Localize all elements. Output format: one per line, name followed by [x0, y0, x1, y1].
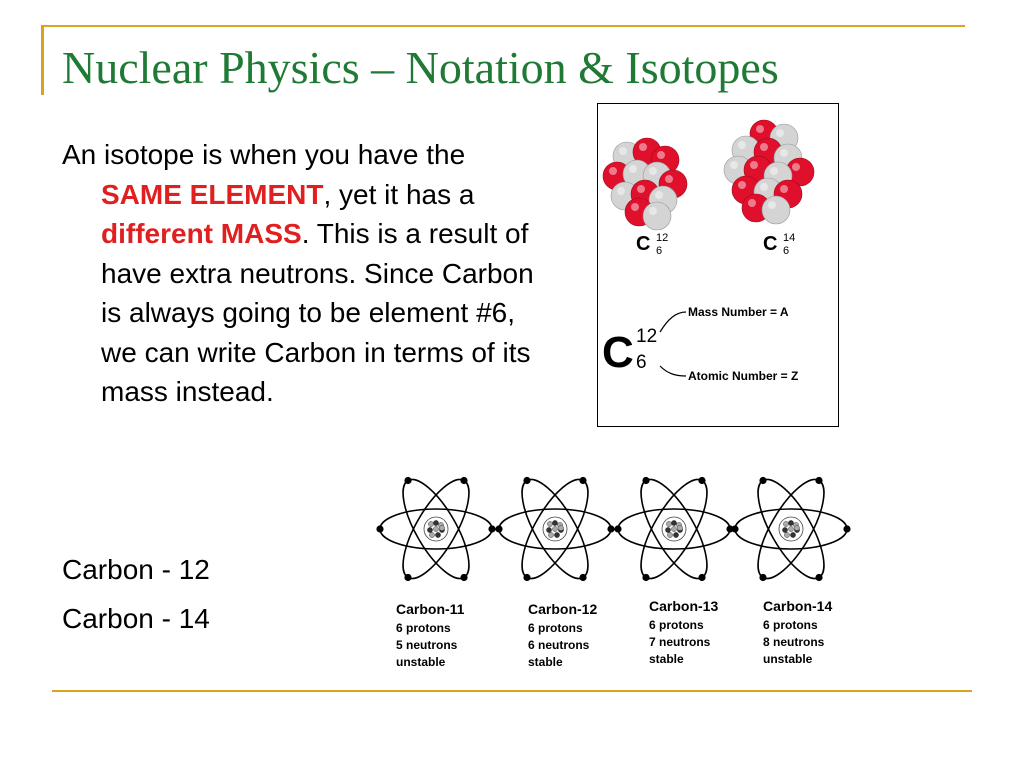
nucleon-dot — [794, 525, 799, 530]
electron-dot — [523, 574, 530, 581]
nucleon-dot — [666, 521, 671, 526]
electron-dot — [488, 525, 495, 532]
atom-neutrons-carbon-12: 6 neutrons — [528, 638, 590, 652]
ball-highlight — [760, 183, 768, 191]
atom-name-carbon-13: Carbon-13 — [649, 598, 719, 614]
carbon-14-atom-diagram — [731, 471, 850, 588]
electron-dot — [759, 477, 766, 484]
ball-highlight — [760, 143, 768, 151]
nucleon-dot — [552, 520, 557, 525]
ball-highlight — [738, 141, 746, 149]
isotope-paragraph — [62, 135, 552, 412]
electron-dot — [607, 525, 614, 532]
electron-dot — [731, 525, 738, 532]
nucleon-dot — [429, 532, 434, 537]
nucleon-dot — [433, 520, 438, 525]
ball-highlight — [609, 167, 617, 175]
electron-dot — [815, 574, 822, 581]
carbon-atoms-svg — [374, 465, 858, 680]
ball-highlight — [748, 199, 756, 207]
electron-dot — [698, 477, 705, 484]
nucleon-dot — [782, 527, 787, 532]
electron-dot — [579, 574, 586, 581]
nucleon-dot — [671, 520, 676, 525]
ball-highlight — [617, 187, 625, 195]
carbon-11-atom-diagram — [376, 471, 495, 588]
nucleon-dot — [788, 520, 793, 525]
ball-highlight — [655, 191, 663, 199]
ball-highlight — [770, 167, 778, 175]
electron-dot — [460, 574, 467, 581]
nucleon-dot — [435, 532, 440, 537]
ball-highlight — [776, 129, 784, 137]
nucleon-dot — [558, 525, 563, 530]
nucleon-dot — [665, 527, 670, 532]
atomic-number-label: Atomic Number = Z — [688, 369, 799, 383]
electron-dot — [376, 525, 383, 532]
electron-dot — [815, 477, 822, 484]
electron-dot — [642, 477, 649, 484]
carbon-12-nucleus-image — [603, 138, 687, 230]
ball-highlight — [792, 163, 800, 171]
electron-dot — [642, 574, 649, 581]
isotope-explanation — [62, 135, 552, 412]
atom-protons-carbon-13: 6 protons — [649, 618, 704, 632]
atom-name-carbon-14: Carbon-14 — [763, 598, 833, 614]
ball-highlight — [637, 185, 645, 193]
nucleon-dot — [433, 526, 438, 531]
nucleon-dot — [788, 526, 793, 531]
ball-highlight — [780, 149, 788, 157]
carbon-12-atom-diagram — [495, 471, 614, 588]
atom-stability-carbon-14: unstable — [763, 652, 813, 666]
ball-highlight — [629, 165, 637, 173]
nucleon-dot — [439, 525, 444, 530]
ball-highlight — [657, 151, 665, 159]
atom-name-carbon-11: Carbon-11 — [396, 601, 465, 617]
different-mass-highlight: different MASS — [101, 218, 302, 249]
ball-highlight — [631, 203, 639, 211]
nucleon-dot — [790, 532, 795, 537]
slide-title: Nuclear Physics – Notation & Isotopes — [62, 42, 779, 93]
nucleon-dot — [783, 521, 788, 526]
atom-stability-carbon-11: unstable — [396, 655, 446, 669]
ball-highlight — [665, 175, 673, 183]
atomic-pointer-line — [660, 366, 686, 376]
electron-dot — [404, 477, 411, 484]
frame-accent-bottom — [52, 690, 972, 692]
mass-pointer-line — [660, 312, 686, 332]
iso1-symbol: C — [636, 233, 651, 255]
notation-mass: 12 — [636, 326, 658, 347]
electron-dot — [759, 574, 766, 581]
ball-highlight — [756, 125, 764, 133]
carbon-12-line: Carbon - 12 — [62, 554, 210, 585]
mass-number-label: Mass Number = A — [688, 305, 789, 319]
notation-atomic: 6 — [636, 352, 647, 373]
nucleon-dot — [673, 532, 678, 537]
iso1-atomic: 6 — [656, 245, 663, 257]
nucleon-dot — [552, 526, 557, 531]
nucleon-dot — [427, 527, 432, 532]
electron-dot — [404, 574, 411, 581]
nucleus-notation-figure — [597, 103, 839, 427]
atom-stability-carbon-13: stable — [649, 652, 684, 666]
atom-protons-carbon-11: 6 protons — [396, 621, 451, 635]
carbon-14-line: Carbon - 14 — [62, 603, 210, 634]
notation-symbol: C — [602, 328, 634, 377]
iso2-symbol: C — [763, 233, 778, 255]
ball-highlight — [649, 207, 657, 215]
iso2-atomic: 6 — [783, 245, 790, 257]
nucleon-dot — [554, 532, 559, 537]
iso2-mass: 14 — [783, 232, 796, 244]
nucleon-dot — [546, 527, 551, 532]
nucleon-dot — [548, 532, 553, 537]
nucleon-dot — [428, 521, 433, 526]
atom-protons-carbon-14: 6 protons — [763, 618, 818, 632]
body-text-part3: . This is a result of have extra neutrons. Since Carbon is always going to be element #6, we can write Carbon in terms of its mass instead. — [101, 218, 534, 407]
electron-dot — [614, 525, 621, 532]
electron-dot — [460, 477, 467, 484]
nucleon-dot — [671, 526, 676, 531]
atom-neutrons-carbon-11: 5 neutrons — [396, 638, 458, 652]
same-element-highlight: SAME ELEMENT — [101, 178, 324, 210]
atom-neutrons-carbon-14: 8 neutrons — [763, 635, 825, 649]
nucleus-notation-svg — [598, 104, 838, 426]
nucleon-dot — [667, 532, 672, 537]
ball-highlight — [639, 143, 647, 151]
frame-accent-left — [41, 25, 44, 95]
nucleon-dot — [677, 525, 682, 530]
carbon-13-atom-diagram — [614, 471, 733, 588]
neutron-ball — [762, 196, 790, 224]
body-text-part1: An isotope is when you have the — [62, 139, 466, 170]
ball-highlight — [768, 201, 776, 209]
ball-highlight — [738, 181, 746, 189]
body-text-part2: , yet it has a — [323, 178, 475, 210]
electron-dot — [579, 477, 586, 484]
ball-highlight — [780, 185, 788, 193]
nucleon-dot — [784, 532, 789, 537]
carbon-14-nucleus-image — [724, 120, 814, 224]
atom-name-carbon-12: Carbon-12 — [528, 601, 598, 617]
electron-dot — [843, 525, 850, 532]
electron-dot — [523, 477, 530, 484]
ball-highlight — [649, 167, 657, 175]
nucleon-dot — [547, 521, 552, 526]
neutron-ball — [643, 202, 671, 230]
electron-dot — [698, 574, 705, 581]
ball-highlight — [619, 147, 627, 155]
atom-neutrons-carbon-13: 7 neutrons — [649, 635, 711, 649]
ball-highlight — [730, 161, 738, 169]
atom-protons-carbon-12: 6 protons — [528, 621, 583, 635]
electron-dot — [495, 525, 502, 532]
ball-highlight — [750, 161, 758, 169]
carbon-atoms-figure — [374, 465, 858, 680]
iso1-mass: 12 — [656, 232, 669, 244]
atom-stability-carbon-12: stable — [528, 655, 563, 669]
frame-accent-top — [41, 25, 965, 27]
